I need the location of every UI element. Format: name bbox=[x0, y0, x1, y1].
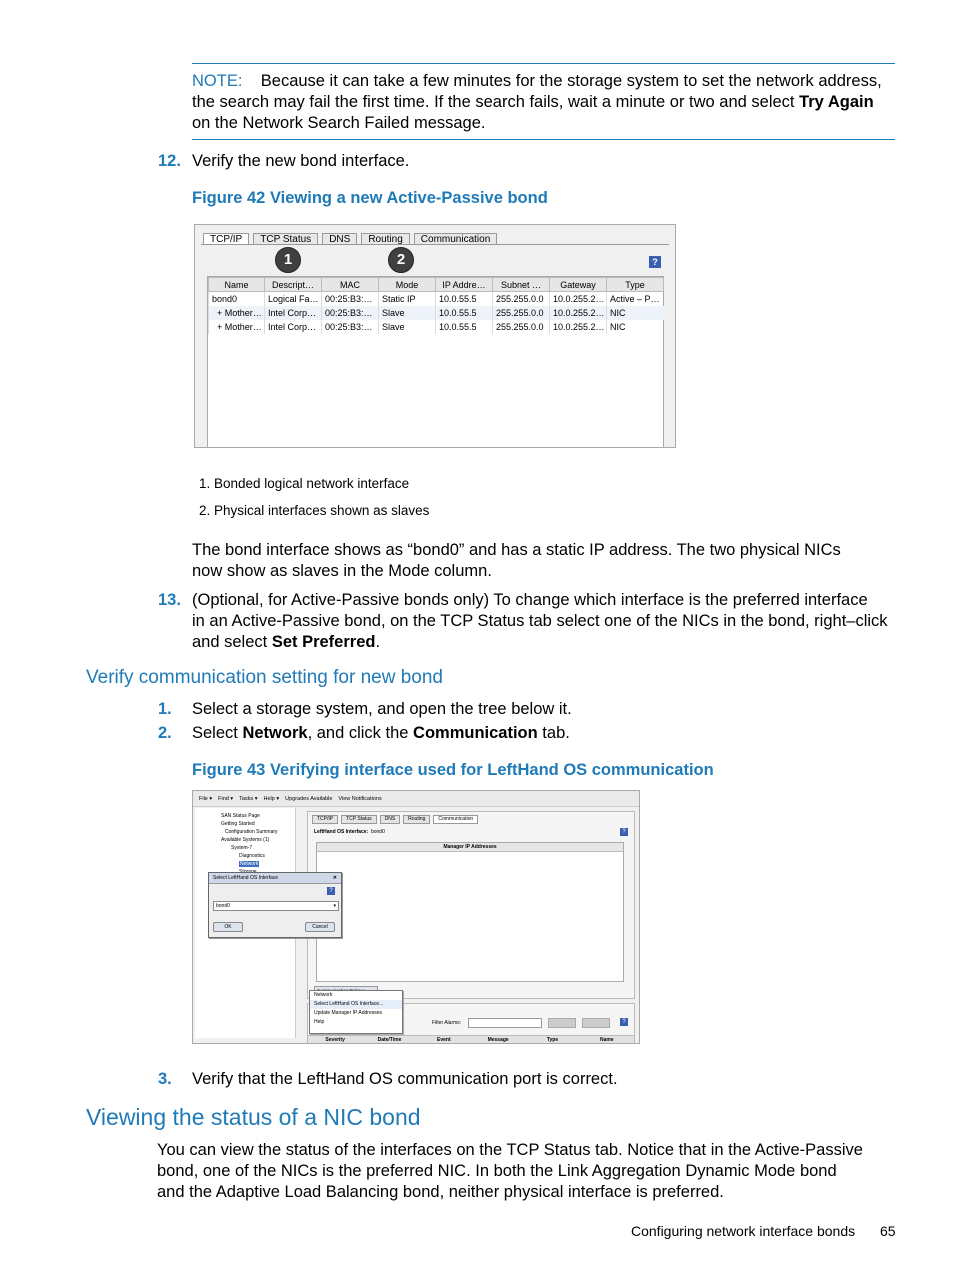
section-heading-nic-bond-status: Viewing the status of a NIC bond bbox=[86, 1104, 421, 1130]
fig43-tab-routing[interactable]: Routing bbox=[403, 815, 430, 824]
step-13-line-3-end: . bbox=[375, 633, 381, 651]
status-paragraph bbox=[157, 1140, 897, 1203]
help-icon[interactable]: ? bbox=[620, 828, 628, 836]
fig42-interface-table bbox=[207, 276, 664, 448]
dialog-titlebar bbox=[209, 873, 341, 884]
fig43-main-panel bbox=[307, 811, 635, 999]
menu-tasks[interactable]: Tasks ▾ bbox=[239, 795, 258, 802]
alarm-table-header bbox=[308, 1035, 634, 1044]
context-menu-item-network[interactable]: Network bbox=[314, 992, 333, 998]
step-13-line-3: and select bbox=[192, 633, 272, 651]
table-header-row bbox=[209, 278, 664, 292]
table-cell: 255.255.0.0 bbox=[493, 292, 550, 307]
callout-marker-2: 2 bbox=[388, 247, 414, 273]
menu-find[interactable]: Find ▾ bbox=[218, 795, 234, 802]
table-cell: + Mother… bbox=[209, 306, 265, 320]
select-interface-dialog bbox=[208, 872, 342, 938]
table-row[interactable] bbox=[209, 306, 664, 320]
fig43-tab-tcp-status[interactable]: TCP Status bbox=[341, 815, 376, 824]
table-cell: Logical Fa… bbox=[265, 292, 322, 307]
fig42-tab-divider bbox=[201, 244, 669, 245]
table-cell: NIC bbox=[607, 320, 664, 334]
help-icon[interactable]: ? bbox=[620, 1018, 628, 1026]
manager-ip-header: Manager IP Addresses bbox=[317, 843, 623, 852]
interface-select[interactable] bbox=[213, 901, 339, 911]
cancel-button[interactable]: Cancel bbox=[305, 922, 335, 932]
step-2-part: Select bbox=[192, 724, 243, 742]
table-cell: Slave bbox=[379, 320, 436, 334]
alarm-col-type[interactable]: Type bbox=[546, 1037, 559, 1043]
dialog-title: Select LeftHand OS Interface bbox=[213, 875, 279, 881]
table-cell: 255.255.0.0 bbox=[493, 320, 550, 334]
context-menu-item-update-manager[interactable]: Update Manager IP Addresses bbox=[314, 1010, 383, 1016]
status-paragraph-line-1: You can view the status of the interfaces on the TCP Status tab. Notice that in the Active-Passive bbox=[157, 1141, 863, 1159]
tree-item[interactable]: System-7 bbox=[231, 845, 253, 851]
help-icon[interactable]: ? bbox=[649, 256, 661, 268]
footer-title: Configuring network interface bonds bbox=[631, 1223, 856, 1239]
interface-value: bond0 bbox=[370, 829, 385, 835]
manager-ip-table bbox=[316, 842, 624, 982]
note-line-2: the search may fail the first time. If the search fails, wait a minute or two and select bbox=[192, 93, 800, 111]
table-cell: Slave bbox=[379, 306, 436, 320]
step-13-text bbox=[192, 590, 902, 653]
filter-alarms-input[interactable] bbox=[468, 1018, 542, 1028]
step-3-number: 3. bbox=[158, 1070, 172, 1088]
fig42-tab-communication[interactable]: Communication bbox=[414, 233, 497, 245]
table-cell: 10.0.255.2… bbox=[550, 320, 607, 334]
interface-label: LeftHand OS Interface: bbox=[314, 829, 369, 835]
tree-item[interactable]: SAN Status Page bbox=[221, 813, 260, 819]
context-menu-item-select-interface[interactable]: Select LeftHand OS Interface... bbox=[310, 1000, 402, 1009]
figure-42-caption: Figure 42 Viewing a new Active-Passive bond bbox=[192, 189, 548, 207]
menu-notifications[interactable]: View Notifications bbox=[338, 795, 382, 802]
alarm-col-datetime[interactable]: Date/Time bbox=[377, 1037, 402, 1043]
figure-42-legend-1: 1. Bonded logical network interface bbox=[199, 476, 410, 491]
fig43-menubar bbox=[193, 791, 639, 807]
note-try-again: Try Again bbox=[799, 93, 874, 111]
step-3-text: Verify that the LeftHand OS communication port is correct. bbox=[192, 1070, 618, 1088]
step-2-part: , and click the bbox=[307, 724, 414, 742]
context-menu-item-help[interactable]: Help bbox=[314, 1019, 325, 1025]
fig43-tabbar bbox=[312, 815, 478, 824]
menu-file[interactable]: File ▾ bbox=[199, 795, 213, 802]
step-13-line-2: in an Active-Passive bond, on the TCP Status tab select one of the NICs in the bond, right–click bbox=[192, 612, 888, 630]
table-cell: Intel Corp… bbox=[265, 320, 322, 334]
alarm-col-name[interactable]: Name bbox=[599, 1037, 614, 1043]
fig43-tab-dns[interactable]: DNS bbox=[380, 815, 401, 824]
page-number: 65 bbox=[880, 1223, 896, 1239]
note-line-1: Because it can take a few minutes for the storage system to set the network address, bbox=[260, 72, 882, 90]
table-cell: 00:25:B3:… bbox=[322, 306, 379, 320]
callout-marker-1: 1 bbox=[275, 247, 301, 273]
col-header-mode[interactable]: Mode bbox=[379, 278, 436, 292]
table-cell: Active – P… bbox=[607, 292, 664, 307]
table-cell: Static IP bbox=[379, 292, 436, 307]
network-term: Network bbox=[242, 724, 308, 742]
col-header-description[interactable]: Descript… bbox=[265, 278, 322, 292]
figure-42-legend-2: 2. Physical interfaces shown as slaves bbox=[199, 503, 430, 518]
tree-item-network[interactable]: Network bbox=[240, 861, 259, 867]
step-2-text bbox=[192, 723, 570, 744]
col-header-type[interactable]: Type bbox=[607, 278, 664, 292]
col-header-name[interactable]: Name bbox=[209, 278, 265, 292]
help-icon[interactable]: ? bbox=[327, 887, 335, 895]
figure-43-caption: Figure 43 Verifying interface used for LeftHand OS communication bbox=[192, 761, 714, 779]
col-header-subnet[interactable]: Subnet … bbox=[493, 278, 550, 292]
status-paragraph-line-2: bond, one of the NICs is the preferred NIC. In both the Link Aggregation Dynamic Mode bond bbox=[157, 1162, 837, 1180]
bond-paragraph-line-1: The bond interface shows as “bond0” and has a static IP address. The two physical NICs bbox=[192, 541, 841, 559]
fig43-tab-tcpip[interactable]: TCP/IP bbox=[312, 815, 338, 824]
step-1-text: Select a storage system, and open the tree below it. bbox=[192, 700, 572, 718]
set-preferred-term: Set Preferred bbox=[271, 633, 376, 651]
table-cell: 00:25:B3:… bbox=[322, 292, 379, 307]
menu-upgrades[interactable]: Upgrades Available bbox=[285, 795, 333, 802]
col-header-ip[interactable]: IP Addre… bbox=[436, 278, 493, 292]
table-cell: 10.0.255.2… bbox=[550, 292, 607, 307]
table-cell: + Mother… bbox=[209, 320, 265, 334]
alarm-col-event[interactable]: Event bbox=[437, 1037, 451, 1043]
interface-setting bbox=[314, 829, 385, 835]
communication-term: Communication bbox=[413, 724, 538, 742]
tree-item[interactable]: Diagnostics bbox=[239, 853, 265, 859]
step-13-line-1: (Optional, for Active-Passive bonds only) To change which interface is the preferred interface bbox=[192, 591, 868, 609]
col-header-mac[interactable]: MAC bbox=[322, 278, 379, 292]
step-12-text: Verify the new bond interface. bbox=[192, 152, 410, 170]
fig42-tab-dns[interactable]: DNS bbox=[322, 233, 357, 245]
alarm-col-severity[interactable]: Severity bbox=[325, 1037, 345, 1043]
note-line-3: on the Network Search Failed message. bbox=[192, 114, 486, 132]
table-cell: 255.255.0.0 bbox=[493, 306, 550, 320]
table-cell: NIC bbox=[607, 306, 664, 320]
clear-button[interactable] bbox=[582, 1018, 610, 1028]
communication-tasks-menu bbox=[309, 990, 403, 1034]
fig42-tab-routing[interactable]: Routing bbox=[361, 233, 409, 245]
fig42-tab-tcpip[interactable]: TCP/IP bbox=[203, 233, 249, 245]
close-icon[interactable]: ✕ bbox=[332, 875, 337, 881]
step-2-number: 2. bbox=[158, 724, 172, 742]
bond-paragraph-line-2: now show as slaves in the Mode column. bbox=[192, 562, 492, 580]
step-13-number: 13. bbox=[158, 591, 181, 609]
note-box bbox=[192, 63, 895, 140]
note-label: NOTE: bbox=[192, 72, 243, 90]
interface-select-value: bond0 bbox=[216, 903, 230, 909]
section-heading-verify-communication: Verify communication setting for new bond bbox=[86, 667, 443, 688]
tree-item[interactable]: Configuration Summary bbox=[225, 829, 278, 835]
table-cell: 00:25:B3:… bbox=[322, 320, 379, 334]
bond-paragraph bbox=[192, 540, 841, 582]
step-1-number: 1. bbox=[158, 700, 172, 718]
filter-alarms-label: Filter Alarms: bbox=[432, 1020, 462, 1026]
col-header-gateway[interactable]: Gateway bbox=[550, 278, 607, 292]
fig43-tab-communication[interactable]: Communication bbox=[433, 815, 478, 824]
table-cell: 10.0.255.2… bbox=[550, 306, 607, 320]
chevron-down-icon: ▾ bbox=[333, 903, 336, 909]
alarm-col-message[interactable]: Message bbox=[487, 1037, 509, 1043]
ok-button[interactable]: OK bbox=[213, 922, 243, 932]
table-cell: 10.0.55.5 bbox=[436, 306, 493, 320]
table-cell: 10.0.55.5 bbox=[436, 292, 493, 307]
table-cell: 10.0.55.5 bbox=[436, 320, 493, 334]
table-row[interactable] bbox=[209, 292, 664, 307]
tree-item[interactable]: Available Systems (1) bbox=[221, 837, 270, 843]
fig42-tab-tcp-status[interactable]: TCP Status bbox=[253, 233, 318, 245]
step-12-number: 12. bbox=[158, 152, 181, 170]
menu-help[interactable]: Help ▾ bbox=[263, 795, 280, 802]
table-row[interactable] bbox=[209, 320, 664, 334]
table-cell: bond0 bbox=[209, 292, 265, 307]
table-cell: Intel Corp… bbox=[265, 306, 322, 320]
filter-button[interactable] bbox=[548, 1018, 576, 1028]
step-2-part: tab. bbox=[537, 724, 570, 742]
tree-item[interactable]: Getting Started bbox=[221, 821, 255, 827]
status-paragraph-line-3: and the Adaptive Load Balancing bond, neither physical interface is preferred. bbox=[157, 1183, 724, 1201]
figure-42-screenshot bbox=[194, 224, 676, 448]
